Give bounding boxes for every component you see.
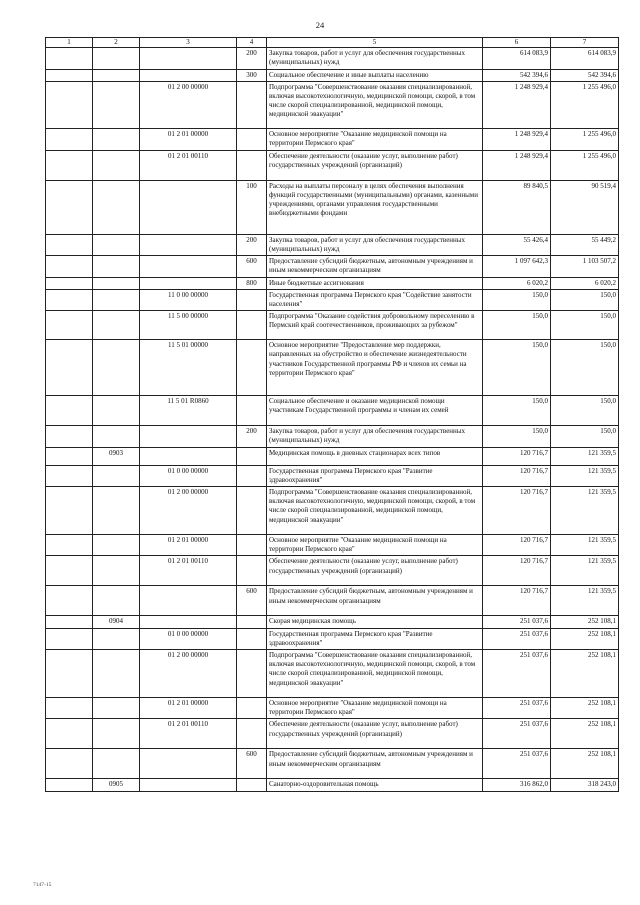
table-row bbox=[46, 289, 619, 310]
target-article-cell: 01 2 00 00000 bbox=[140, 650, 237, 698]
description-cell: Государственная программа Пермского края "Развитие здравоохранения" bbox=[267, 465, 483, 486]
amount-year1-cell: 251 037,6 bbox=[483, 650, 551, 698]
amount-year2-cell: 121 359,5 bbox=[551, 465, 619, 486]
expense-type-cell bbox=[237, 719, 267, 749]
section-cell bbox=[46, 48, 93, 69]
section-cell bbox=[46, 616, 93, 628]
expense-type-cell: 600 bbox=[237, 586, 267, 616]
target-article-cell bbox=[140, 426, 237, 447]
amount-year2-cell: 150,0 bbox=[551, 340, 619, 396]
subsection-cell bbox=[93, 81, 140, 128]
table-row bbox=[46, 81, 619, 128]
column-header: 6 bbox=[483, 38, 551, 48]
expense-type-cell: 800 bbox=[237, 277, 267, 289]
amount-year1-cell: 542 394,6 bbox=[483, 69, 551, 81]
subsection-cell bbox=[93, 650, 140, 698]
subsection-cell bbox=[93, 256, 140, 277]
subsection-cell bbox=[93, 234, 140, 255]
amount-year1-cell: 316 862,0 bbox=[483, 779, 551, 791]
amount-year1-cell: 251 037,6 bbox=[483, 698, 551, 719]
amount-year2-cell: 252 108,1 bbox=[551, 719, 619, 749]
amount-year2-cell: 252 108,1 bbox=[551, 749, 619, 779]
expense-type-cell: 100 bbox=[237, 180, 267, 234]
amount-year1-cell: 150,0 bbox=[483, 426, 551, 447]
amount-year2-cell: 150,0 bbox=[551, 426, 619, 447]
table-row bbox=[46, 447, 619, 465]
amount-year2-cell: 252 108,1 bbox=[551, 698, 619, 719]
expense-type-cell bbox=[237, 311, 267, 340]
table-row bbox=[46, 277, 619, 289]
amount-year2-cell: 150,0 bbox=[551, 311, 619, 340]
expense-type-cell bbox=[237, 289, 267, 310]
description-cell: Предоставление субсидий бюджетным, автономным учреждениям и иным некоммерческим организациям bbox=[267, 586, 483, 616]
section-cell bbox=[46, 535, 93, 556]
target-article-cell: 01 0 00 00000 bbox=[140, 628, 237, 649]
section-cell bbox=[46, 396, 93, 426]
target-article-cell bbox=[140, 447, 237, 465]
amount-year2-cell: 252 108,1 bbox=[551, 650, 619, 698]
description-cell: Обеспечение деятельности (оказание услуг, выполнение работ) государственных учреждений (организаций) bbox=[267, 556, 483, 586]
expense-type-cell: 200 bbox=[237, 234, 267, 255]
amount-year1-cell: 150,0 bbox=[483, 289, 551, 310]
amount-year2-cell: 1 103 507,2 bbox=[551, 256, 619, 277]
section-cell bbox=[46, 556, 93, 586]
amount-year1-cell: 150,0 bbox=[483, 311, 551, 340]
description-cell: Социальное обеспечение и иные выплаты населению bbox=[267, 69, 483, 81]
amount-year1-cell: 120 716,7 bbox=[483, 556, 551, 586]
table-body bbox=[46, 48, 619, 791]
description-cell: Государственная программа Пермского края "Развитие здравоохранения" bbox=[267, 628, 483, 649]
amount-year1-cell: 120 716,7 bbox=[483, 465, 551, 486]
subsection-cell bbox=[93, 289, 140, 310]
section-cell bbox=[46, 81, 93, 128]
expense-type-cell bbox=[237, 616, 267, 628]
table-row bbox=[46, 487, 619, 535]
table-row bbox=[46, 340, 619, 396]
target-article-cell: 11 5 01 00000 bbox=[140, 340, 237, 396]
target-article-cell: 01 2 01 00000 bbox=[140, 698, 237, 719]
subsection-cell: 0905 bbox=[93, 779, 140, 791]
expense-type-cell bbox=[237, 465, 267, 486]
description-cell: Закупка товаров, работ и услуг для обеспечения государственных (муниципальных) нужд bbox=[267, 234, 483, 255]
budget-table bbox=[45, 37, 619, 792]
description-cell: Санаторно-оздоровительная помощь bbox=[267, 779, 483, 791]
expense-type-cell bbox=[237, 487, 267, 535]
table-row bbox=[46, 128, 619, 150]
expense-type-cell bbox=[237, 340, 267, 396]
expense-type-cell bbox=[237, 779, 267, 791]
amount-year2-cell: 318 243,0 bbox=[551, 779, 619, 791]
amount-year1-cell: 150,0 bbox=[483, 340, 551, 396]
section-cell bbox=[46, 779, 93, 791]
section-cell bbox=[46, 586, 93, 616]
expense-type-cell bbox=[237, 447, 267, 465]
target-article-cell: 01 2 01 00110 bbox=[140, 719, 237, 749]
target-article-cell bbox=[140, 48, 237, 69]
amount-year1-cell: 1 248 929,4 bbox=[483, 128, 551, 150]
subsection-cell bbox=[93, 628, 140, 649]
subsection-cell bbox=[93, 749, 140, 779]
description-cell: Подпрограмма "Совершенствование оказания специализированной, включая высокотехнологичную, медицинской помощи, скорой, в том числе скорой специализированной, медицинской помощи, медицинской эвакуации" bbox=[267, 487, 483, 535]
subsection-cell bbox=[93, 150, 140, 180]
target-article-cell bbox=[140, 616, 237, 628]
subsection-cell bbox=[93, 69, 140, 81]
expense-type-cell: 200 bbox=[237, 48, 267, 69]
description-cell: Основное мероприятие "Предоставление мер поддержки, направленных на обустройство и обеспечение жизнедеятельности участников Государственной программы РФ и членов их семьи на территории Пермского края" bbox=[267, 340, 483, 396]
expense-type-cell: 200 bbox=[237, 426, 267, 447]
amount-year2-cell: 121 359,5 bbox=[551, 586, 619, 616]
target-article-cell: 01 2 01 00000 bbox=[140, 128, 237, 150]
section-cell bbox=[46, 340, 93, 396]
target-article-cell bbox=[140, 586, 237, 616]
section-cell bbox=[46, 277, 93, 289]
subsection-cell: 0904 bbox=[93, 616, 140, 628]
subsection-cell bbox=[93, 719, 140, 749]
table-row bbox=[46, 628, 619, 649]
table-row bbox=[46, 616, 619, 628]
amount-year1-cell: 251 037,6 bbox=[483, 719, 551, 749]
amount-year2-cell: 121 359,5 bbox=[551, 487, 619, 535]
amount-year2-cell: 1 255 496,0 bbox=[551, 150, 619, 180]
subsection-cell bbox=[93, 128, 140, 150]
subsection-cell: 0903 bbox=[93, 447, 140, 465]
section-cell bbox=[46, 311, 93, 340]
amount-year2-cell: 6 020,2 bbox=[551, 277, 619, 289]
subsection-cell bbox=[93, 311, 140, 340]
expense-type-cell bbox=[237, 81, 267, 128]
table-row bbox=[46, 426, 619, 447]
expense-type-cell bbox=[237, 698, 267, 719]
amount-year1-cell: 120 716,7 bbox=[483, 487, 551, 535]
amount-year1-cell: 1 097 642,3 bbox=[483, 256, 551, 277]
expense-type-cell bbox=[237, 535, 267, 556]
amount-year2-cell: 150,0 bbox=[551, 289, 619, 310]
section-cell bbox=[46, 465, 93, 486]
section-cell bbox=[46, 487, 93, 535]
subsection-cell bbox=[93, 396, 140, 426]
subsection-cell bbox=[93, 487, 140, 535]
amount-year2-cell: 121 359,5 bbox=[551, 447, 619, 465]
table-row bbox=[46, 650, 619, 698]
subsection-cell bbox=[93, 277, 140, 289]
target-article-cell: 11 5 01 R0860 bbox=[140, 396, 237, 426]
amount-year2-cell: 1 255 496,0 bbox=[551, 81, 619, 128]
description-cell: Предоставление субсидий бюджетным, автономным учреждениям и иным некоммерческим организациям bbox=[267, 749, 483, 779]
column-header: 2 bbox=[93, 38, 140, 48]
expense-type-cell: 600 bbox=[237, 256, 267, 277]
amount-year1-cell: 1 248 929,4 bbox=[483, 150, 551, 180]
description-cell: Медицинская помощь в дневных стационарах всех типов bbox=[267, 447, 483, 465]
description-cell: Основное мероприятие "Оказание медицинской помощи на территории Пермского края" bbox=[267, 535, 483, 556]
subsection-cell bbox=[93, 586, 140, 616]
table-row bbox=[46, 779, 619, 791]
table-row bbox=[46, 256, 619, 277]
table-row bbox=[46, 586, 619, 616]
expense-type-cell bbox=[237, 128, 267, 150]
description-cell: Социальное обеспечение и оказание медицинской помощи участникам Государственной программы и членам их семей bbox=[267, 396, 483, 426]
target-article-cell: 11 5 00 00000 bbox=[140, 311, 237, 340]
section-cell bbox=[46, 256, 93, 277]
target-article-cell bbox=[140, 277, 237, 289]
description-cell: Подпрограмма "Оказание содействия добровольному переселению в Пермский край соотечественников, проживающих за рубежом" bbox=[267, 311, 483, 340]
amount-year1-cell: 251 037,6 bbox=[483, 628, 551, 649]
table-row bbox=[46, 48, 619, 69]
table-row bbox=[46, 556, 619, 586]
table-row bbox=[46, 180, 619, 234]
section-cell bbox=[46, 628, 93, 649]
column-number-row bbox=[46, 38, 619, 48]
expense-type-cell: 300 bbox=[237, 69, 267, 81]
section-cell bbox=[46, 128, 93, 150]
description-cell: Подпрограмма "Совершенствование оказания специализированной, включая высокотехнологичную, медицинской помощи, скорой, в том числе скорой специализированной, медицинской помощи, медицинской эвакуации" bbox=[267, 650, 483, 698]
target-article-cell bbox=[140, 234, 237, 255]
amount-year2-cell: 1 255 496,0 bbox=[551, 128, 619, 150]
description-cell: Иные бюджетные ассигнования bbox=[267, 277, 483, 289]
amount-year1-cell: 55 426,4 bbox=[483, 234, 551, 255]
amount-year2-cell: 252 108,1 bbox=[551, 616, 619, 628]
expense-type-cell bbox=[237, 556, 267, 586]
section-cell bbox=[46, 180, 93, 234]
target-article-cell: 01 2 01 00110 bbox=[140, 556, 237, 586]
table-row bbox=[46, 396, 619, 426]
description-cell: Предоставление субсидий бюджетным, автономным учреждениям и иным некоммерческим организациям bbox=[267, 256, 483, 277]
subsection-cell bbox=[93, 698, 140, 719]
section-cell bbox=[46, 719, 93, 749]
page-number: 24 bbox=[315, 20, 325, 30]
amount-year1-cell: 89 840,5 bbox=[483, 180, 551, 234]
amount-year1-cell: 150,0 bbox=[483, 396, 551, 426]
amount-year1-cell: 120 716,7 bbox=[483, 447, 551, 465]
amount-year1-cell: 1 248 929,4 bbox=[483, 81, 551, 128]
subsection-cell bbox=[93, 48, 140, 69]
amount-year1-cell: 251 037,6 bbox=[483, 749, 551, 779]
amount-year2-cell: 121 359,5 bbox=[551, 535, 619, 556]
amount-year1-cell: 6 020,2 bbox=[483, 277, 551, 289]
amount-year2-cell: 55 449,2 bbox=[551, 234, 619, 255]
footer-code: 7147-15 bbox=[33, 882, 52, 888]
subsection-cell bbox=[93, 340, 140, 396]
target-article-cell bbox=[140, 69, 237, 81]
target-article-cell: 01 2 00 00000 bbox=[140, 81, 237, 128]
section-cell bbox=[46, 650, 93, 698]
subsection-cell bbox=[93, 180, 140, 234]
amount-year2-cell: 614 083,9 bbox=[551, 48, 619, 69]
section-cell bbox=[46, 150, 93, 180]
amount-year2-cell: 121 359,5 bbox=[551, 556, 619, 586]
section-cell bbox=[46, 749, 93, 779]
amount-year1-cell: 120 716,7 bbox=[483, 535, 551, 556]
description-cell: Обеспечение деятельности (оказание услуг, выполнение работ) государственных учреждений (организаций) bbox=[267, 719, 483, 749]
table-row bbox=[46, 535, 619, 556]
column-header: 7 bbox=[551, 38, 619, 48]
description-cell: Закупка товаров, работ и услуг для обеспечения государственных (муниципальных) нужд bbox=[267, 426, 483, 447]
target-article-cell: 01 2 01 00000 bbox=[140, 535, 237, 556]
target-article-cell: 11 0 00 00000 bbox=[140, 289, 237, 310]
column-header: 1 bbox=[46, 38, 93, 48]
table-row bbox=[46, 749, 619, 779]
amount-year1-cell: 251 037,6 bbox=[483, 616, 551, 628]
amount-year1-cell: 614 083,9 bbox=[483, 48, 551, 69]
amount-year1-cell: 120 716,7 bbox=[483, 586, 551, 616]
target-article-cell bbox=[140, 749, 237, 779]
target-article-cell bbox=[140, 180, 237, 234]
description-cell: Подпрограмма "Совершенствование оказания специализированной, включая высокотехнологичную, медицинской помощи, скорой, в том числе скорой специализированной, медицинской помощи, медицинской эвакуации" bbox=[267, 81, 483, 128]
description-cell: Обеспечение деятельности (оказание услуг, выполнение работ) государственных учреждений (организаций) bbox=[267, 150, 483, 180]
expense-type-cell: 600 bbox=[237, 749, 267, 779]
expense-type-cell bbox=[237, 650, 267, 698]
description-cell: Основное мероприятие "Оказание медицинской помощи на территории Пермского края" bbox=[267, 128, 483, 150]
description-cell: Государственная программа Пермского края "Содействие занятости населения" bbox=[267, 289, 483, 310]
expense-type-cell bbox=[237, 396, 267, 426]
section-cell bbox=[46, 69, 93, 81]
subsection-cell bbox=[93, 465, 140, 486]
table-row bbox=[46, 465, 619, 486]
subsection-cell bbox=[93, 556, 140, 586]
target-article-cell bbox=[140, 256, 237, 277]
table-row bbox=[46, 719, 619, 749]
section-cell bbox=[46, 698, 93, 719]
target-article-cell bbox=[140, 779, 237, 791]
target-article-cell: 01 0 00 00000 bbox=[140, 465, 237, 486]
subsection-cell bbox=[93, 535, 140, 556]
description-cell: Основное мероприятие "Оказание медицинской помощи на территории Пермского края" bbox=[267, 698, 483, 719]
table-row bbox=[46, 698, 619, 719]
table-row bbox=[46, 69, 619, 81]
target-article-cell: 01 2 01 00110 bbox=[140, 150, 237, 180]
section-cell bbox=[46, 289, 93, 310]
expense-type-cell bbox=[237, 628, 267, 649]
amount-year2-cell: 90 519,4 bbox=[551, 180, 619, 234]
description-cell: Скорая медицинская помощь bbox=[267, 616, 483, 628]
subsection-cell bbox=[93, 426, 140, 447]
column-header: 3 bbox=[140, 38, 237, 48]
description-cell: Расходы на выплаты персоналу в целях обеспечения выполнения функций государственными (муниципальными) органами, казенными учреждениями, органами управления государственными внебюджетными фондами bbox=[267, 180, 483, 234]
section-cell bbox=[46, 447, 93, 465]
expense-type-cell bbox=[237, 150, 267, 180]
amount-year2-cell: 252 108,1 bbox=[551, 628, 619, 649]
target-article-cell: 01 2 00 00000 bbox=[140, 487, 237, 535]
column-header: 5 bbox=[267, 38, 483, 48]
description-cell: Закупка товаров, работ и услуг для обеспечения государственных (муниципальных) нужд bbox=[267, 48, 483, 69]
table-row bbox=[46, 311, 619, 340]
amount-year2-cell: 150,0 bbox=[551, 396, 619, 426]
section-cell bbox=[46, 234, 93, 255]
amount-year2-cell: 542 394,6 bbox=[551, 69, 619, 81]
column-header: 4 bbox=[237, 38, 267, 48]
table-row bbox=[46, 150, 619, 180]
table-row bbox=[46, 234, 619, 255]
section-cell bbox=[46, 426, 93, 447]
